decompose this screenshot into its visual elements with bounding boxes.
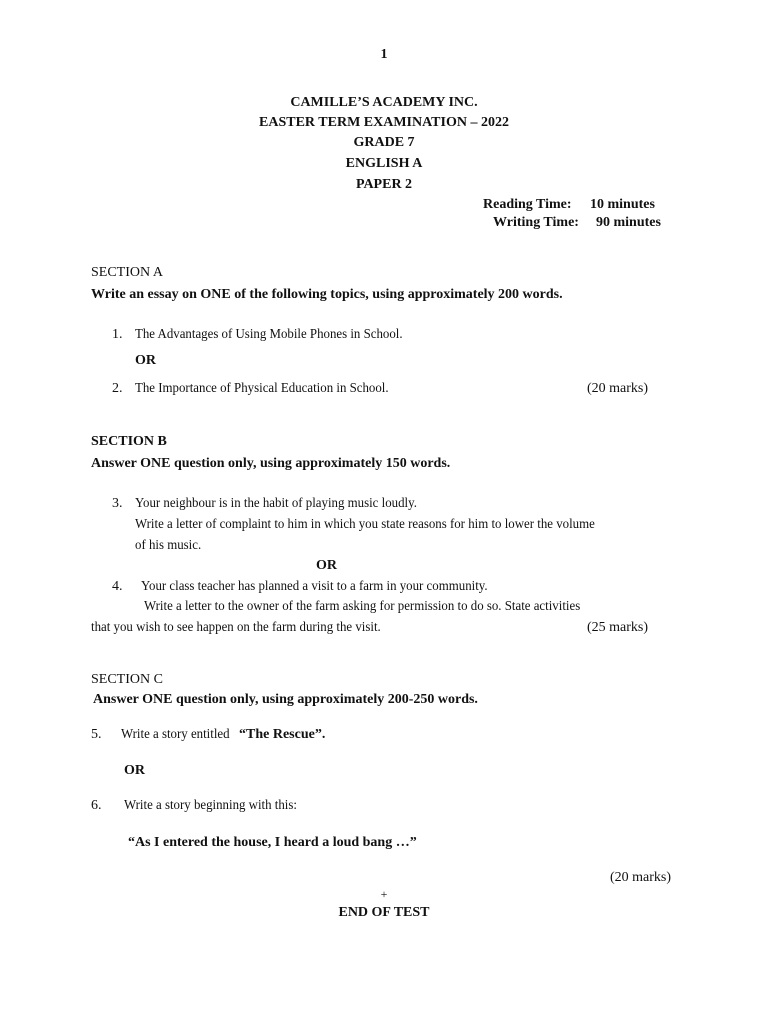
writing-time-value: 90 minutes — [596, 215, 661, 230]
question-5-text: Write a story entitled“The Rescue”. — [121, 727, 326, 742]
question-6-number: 6. — [91, 798, 102, 813]
question-1-text: The Advantages of Using Mobile Phones in School. — [135, 327, 403, 342]
section-b-title: SECTION B — [91, 434, 167, 449]
question-3-line-2: Write a letter of complaint to him in which you state reasons for him to lower the volume — [135, 517, 595, 532]
section-b-instruction: Answer ONE question only, using approximately 150 words. — [91, 456, 451, 471]
section-b-marks: (25 marks) — [587, 620, 649, 635]
section-c-or: OR — [124, 763, 145, 778]
section-c-instruction: Answer ONE question only, using approximately 200-250 words. — [93, 692, 478, 707]
question-4-line-3: that you wish to see happen on the farm during the visit. — [91, 620, 381, 635]
question-4-line-2: Write a letter to the owner of the farm asking for permission to do so. State activities — [144, 599, 581, 614]
school-name: CAMILLE’S ACADEMY INC. — [290, 95, 478, 110]
grade-label: GRADE 7 — [353, 135, 415, 150]
page-number: 1 — [380, 47, 388, 62]
plus-mark: + — [380, 887, 388, 901]
reading-time-value: 10 minutes — [590, 197, 655, 212]
writing-time-label: Writing Time: — [493, 215, 579, 230]
subject-label: ENGLISH A — [345, 156, 423, 171]
question-6-text: Write a story beginning with this: — [124, 798, 297, 813]
section-a-marks: (20 marks) — [587, 381, 649, 396]
question-3-line-3: of his music. — [135, 538, 202, 553]
section-b-or: OR — [316, 558, 337, 573]
reading-time-label: Reading Time: — [483, 197, 572, 212]
question-1-number: 1. — [112, 327, 123, 342]
question-2-text: The Importance of Physical Education in School. — [135, 381, 389, 396]
exam-title: EASTER TERM EXAMINATION – 2022 — [259, 115, 509, 130]
section-c-marks: (20 marks) — [610, 870, 672, 885]
question-3-number: 3. — [112, 496, 123, 511]
paper-label: PAPER 2 — [355, 177, 413, 192]
question-5-number: 5. — [91, 727, 102, 742]
section-a-title: SECTION A — [91, 265, 163, 280]
section-c-title: SECTION C — [91, 672, 163, 687]
question-2-number: 2. — [112, 381, 123, 396]
question-3-line-1: Your neighbour is in the habit of playing music loudly. — [135, 496, 417, 511]
question-4-number: 4. — [112, 579, 123, 594]
section-a-or: OR — [135, 353, 156, 368]
section-a-instruction: Write an essay on ONE of the following topics, using approximately 200 words. — [91, 287, 563, 302]
end-of-test: END OF TEST — [338, 905, 430, 920]
question-6-quote: “As I entered the house, I heard a loud bang …” — [128, 835, 417, 850]
question-4-line-1: Your class teacher has planned a visit to a farm in your community. — [141, 579, 488, 594]
question-5-title: “The Rescue”. — [239, 727, 326, 742]
